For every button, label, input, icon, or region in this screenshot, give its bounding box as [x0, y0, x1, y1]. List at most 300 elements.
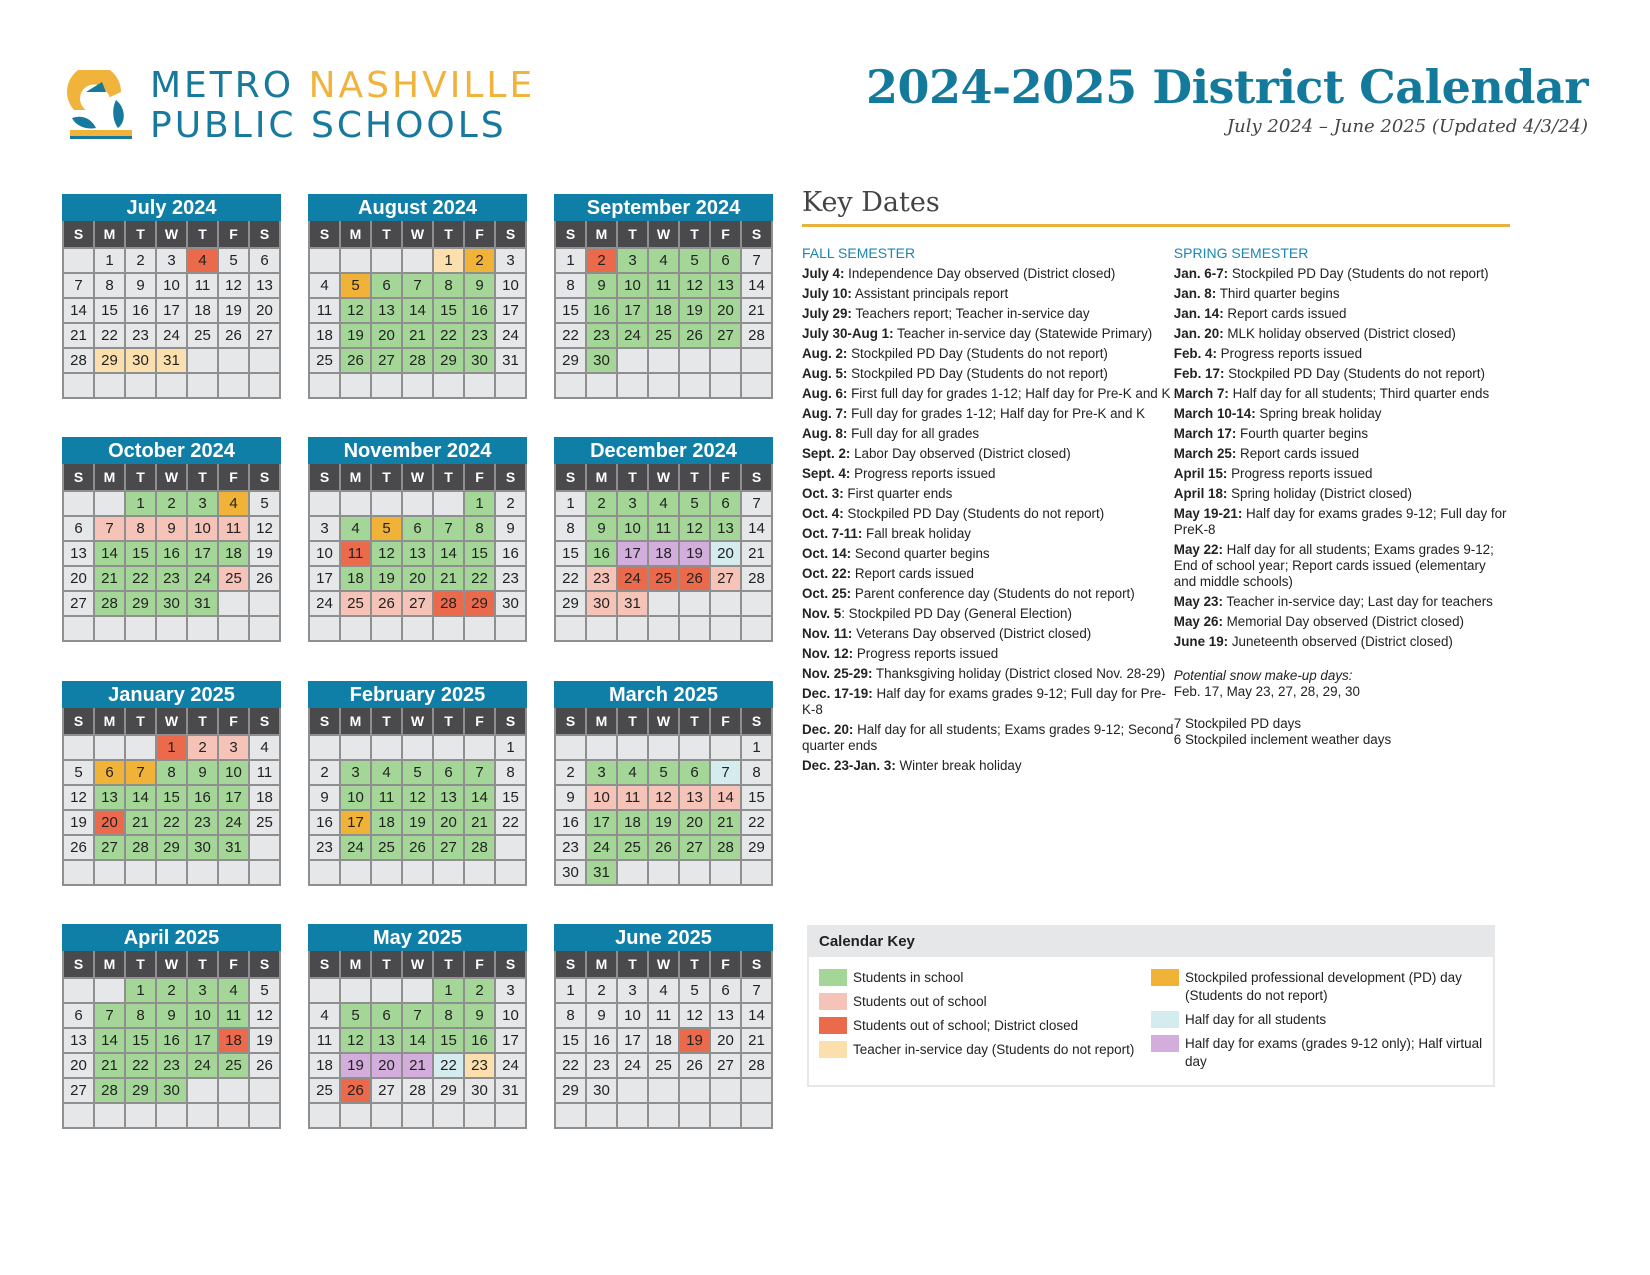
- empty-cell: [125, 1103, 156, 1128]
- weekday-header: F: [218, 464, 249, 491]
- day-cell: 3: [218, 735, 249, 760]
- day-cell: 25: [187, 323, 218, 348]
- day-cell: 12: [340, 1028, 371, 1053]
- day-cell: 19: [648, 810, 679, 835]
- weekday-header: M: [586, 708, 617, 735]
- empty-cell: [710, 591, 741, 616]
- day-cell: 9: [586, 1003, 617, 1028]
- day-cell: 25: [340, 591, 371, 616]
- empty-cell: [218, 591, 249, 616]
- spring-dates-list: [1174, 266, 1510, 650]
- empty-cell: [156, 616, 187, 641]
- key-date-item: [1174, 406, 1510, 422]
- month-title: July 2024: [62, 194, 281, 221]
- day-cell: 10: [495, 1003, 526, 1028]
- key-date-item: [1174, 594, 1510, 610]
- day-cell: 20: [402, 566, 433, 591]
- day-cell: 10: [340, 785, 371, 810]
- day-cell: 29: [433, 1078, 464, 1103]
- empty-cell: [495, 373, 526, 398]
- calendar-key-title: Calendar Key: [809, 927, 1493, 957]
- empty-cell: [94, 491, 125, 516]
- month-title: October 2024: [62, 437, 281, 464]
- legend-item: [1151, 1035, 1483, 1071]
- key-date-date: Nov. 5: [802, 606, 842, 621]
- empty-cell: [433, 1103, 464, 1128]
- weekday-header: T: [125, 464, 156, 491]
- weekday-header: S: [63, 708, 94, 735]
- key-date-date: Nov. 11:: [802, 626, 853, 641]
- empty-cell: [495, 1103, 526, 1128]
- day-cell: 29: [94, 348, 125, 373]
- key-date-item: [802, 526, 1174, 542]
- weekday-header: S: [555, 708, 586, 735]
- key-date-description: Stockpiled PD Day (Students do not report): [847, 346, 1108, 361]
- day-cell: 13: [371, 1028, 402, 1053]
- day-cell: 18: [371, 810, 402, 835]
- key-date-description: Spring break holiday: [1255, 406, 1382, 421]
- empty-cell: [94, 1103, 125, 1128]
- key-date-description: Progress reports issued: [1227, 466, 1373, 481]
- day-cell: 5: [249, 978, 280, 1003]
- empty-cell: [741, 348, 772, 373]
- day-cell: 8: [125, 516, 156, 541]
- key-date-description: Report cards issued: [1223, 306, 1347, 321]
- key-date-item: [1174, 634, 1510, 650]
- day-cell: 22: [495, 810, 526, 835]
- day-cell: 7: [63, 273, 94, 298]
- day-cell: 7: [741, 248, 772, 273]
- day-cell: 22: [555, 566, 586, 591]
- day-cell: 30: [156, 1078, 187, 1103]
- key-date-description: Winter break holiday: [895, 758, 1022, 773]
- org-name-nashville: NASHVILLE: [308, 65, 536, 106]
- day-cell: 2: [586, 978, 617, 1003]
- empty-cell: [309, 373, 340, 398]
- weekday-header: T: [617, 464, 648, 491]
- empty-cell: [125, 616, 156, 641]
- day-cell: 24: [309, 591, 340, 616]
- day-cell: 9: [586, 516, 617, 541]
- day-cell: 23: [464, 323, 495, 348]
- weekday-header: S: [495, 221, 526, 248]
- fall-semester-column: [802, 245, 1174, 778]
- day-cell: 17: [309, 566, 340, 591]
- day-cell: 17: [187, 1028, 218, 1053]
- day-cell: 7: [94, 516, 125, 541]
- day-cell: 13: [402, 541, 433, 566]
- weekday-header: M: [94, 221, 125, 248]
- day-cell: 14: [94, 541, 125, 566]
- day-cell: 25: [648, 566, 679, 591]
- empty-cell: [402, 491, 433, 516]
- day-cell: 10: [187, 1003, 218, 1028]
- day-cell: 8: [433, 273, 464, 298]
- empty-cell: [464, 1103, 495, 1128]
- snow-days-label: Potential snow make-up days:: [1173, 668, 1353, 683]
- day-cell: 28: [741, 323, 772, 348]
- weekday-header: T: [617, 708, 648, 735]
- day-cell: 20: [710, 298, 741, 323]
- day-cell: 14: [63, 298, 94, 323]
- day-cell: 17: [156, 298, 187, 323]
- day-cell: 27: [94, 835, 125, 860]
- day-cell: 17: [495, 298, 526, 323]
- key-date-item: [1174, 366, 1510, 382]
- day-cell: 2: [187, 735, 218, 760]
- day-cell: 25: [249, 810, 280, 835]
- key-date-date: Dec. 17-19:: [802, 686, 873, 701]
- day-cell: 21: [464, 810, 495, 835]
- day-cell: 5: [218, 248, 249, 273]
- day-cell: 11: [371, 785, 402, 810]
- key-date-description: Spring holiday (District closed): [1227, 486, 1412, 501]
- month-title: May 2025: [308, 924, 527, 951]
- empty-cell: [340, 860, 371, 885]
- day-cell: 14: [433, 541, 464, 566]
- weekday-header: W: [402, 464, 433, 491]
- day-cell: 15: [125, 1028, 156, 1053]
- day-cell: 30: [586, 1078, 617, 1103]
- legend-item: [819, 1017, 1151, 1035]
- key-date-date: May 23:: [1173, 594, 1223, 609]
- day-cell: 24: [187, 566, 218, 591]
- day-cell: 14: [741, 1003, 772, 1028]
- legend-swatch: [1151, 1011, 1179, 1028]
- day-cell: 14: [741, 516, 772, 541]
- stockpiled-weather-count: 6 Stockpiled inclement weather days: [1173, 732, 1392, 747]
- day-cell: 2: [125, 248, 156, 273]
- day-cell: 23: [586, 323, 617, 348]
- key-date-date: Oct. 3:: [802, 486, 844, 501]
- legend-swatch: [819, 1041, 847, 1058]
- day-cell: 20: [249, 298, 280, 323]
- weekday-header: W: [402, 221, 433, 248]
- key-date-date: Oct. 14:: [802, 546, 852, 561]
- day-cell: 20: [63, 566, 94, 591]
- weekday-header: T: [371, 951, 402, 978]
- key-date-item: [802, 326, 1174, 342]
- weekday-header: F: [464, 221, 495, 248]
- day-cell: 12: [679, 516, 710, 541]
- day-cell: 26: [340, 1078, 371, 1103]
- day-cell: 24: [156, 323, 187, 348]
- day-cell: 24: [495, 323, 526, 348]
- day-cell: 21: [741, 541, 772, 566]
- weekday-header: S: [555, 951, 586, 978]
- key-dates-panel: [802, 187, 1510, 778]
- day-cell: 2: [586, 248, 617, 273]
- weekday-header: S: [309, 221, 340, 248]
- day-cell: 27: [371, 348, 402, 373]
- day-cell: 6: [63, 516, 94, 541]
- empty-cell: [679, 1078, 710, 1103]
- day-cell: 28: [741, 566, 772, 591]
- empty-cell: [433, 860, 464, 885]
- key-date-item: [1174, 386, 1510, 402]
- day-cell: 16: [586, 541, 617, 566]
- day-cell: 24: [495, 1053, 526, 1078]
- day-cell: 28: [402, 348, 433, 373]
- key-date-item: [802, 686, 1174, 718]
- weekday-header: M: [94, 708, 125, 735]
- empty-cell: [710, 373, 741, 398]
- day-cell: 16: [187, 785, 218, 810]
- page-subtitle: July 2024 – June 2025 (Updated 4/3/24): [1226, 116, 1588, 137]
- snow-days-value: Feb. 17, May 23, 27, 28, 29, 30: [1173, 684, 1360, 699]
- empty-cell: [371, 978, 402, 1003]
- empty-cell: [63, 616, 94, 641]
- day-cell: 13: [249, 273, 280, 298]
- empty-cell: [187, 860, 218, 885]
- empty-cell: [741, 373, 772, 398]
- day-cell: 26: [679, 566, 710, 591]
- empty-cell: [249, 860, 280, 885]
- weekday-header: S: [63, 464, 94, 491]
- day-cell: 3: [617, 248, 648, 273]
- weekday-header: S: [249, 464, 280, 491]
- day-cell: 11: [218, 1003, 249, 1028]
- day-cell: 11: [218, 516, 249, 541]
- day-cell: 28: [63, 348, 94, 373]
- day-cell: 2: [156, 491, 187, 516]
- day-cell: 4: [218, 978, 249, 1003]
- empty-cell: [402, 616, 433, 641]
- day-cell: 20: [679, 810, 710, 835]
- day-cell: 15: [555, 1028, 586, 1053]
- day-cell: 2: [309, 760, 340, 785]
- day-cell: 28: [94, 1078, 125, 1103]
- empty-cell: [679, 860, 710, 885]
- day-cell: 17: [218, 785, 249, 810]
- day-cell: 1: [555, 491, 586, 516]
- day-cell: 22: [555, 1053, 586, 1078]
- key-date-description: Report cards issued: [851, 566, 974, 581]
- day-cell: 21: [402, 1053, 433, 1078]
- key-date-description: Half day for all students; Exams grades 9-12; Second quarter ends: [802, 722, 1174, 753]
- day-cell: 30: [187, 835, 218, 860]
- empty-cell: [371, 860, 402, 885]
- empty-cell: [309, 860, 340, 885]
- day-cell: 8: [464, 516, 495, 541]
- empty-cell: [586, 616, 617, 641]
- day-cell: 25: [371, 835, 402, 860]
- key-date-description: Stockpiled PD Day (Students do not report): [847, 366, 1108, 381]
- day-cell: 20: [63, 1053, 94, 1078]
- day-cell: 12: [340, 298, 371, 323]
- day-cell: 27: [710, 1053, 741, 1078]
- day-cell: 20: [371, 323, 402, 348]
- day-cell: 3: [495, 978, 526, 1003]
- key-date-date: Oct. 4:: [802, 506, 844, 521]
- day-cell: 10: [617, 516, 648, 541]
- day-cell: 20: [94, 810, 125, 835]
- day-cell: 2: [464, 978, 495, 1003]
- weekday-header: T: [679, 951, 710, 978]
- fall-dates-list: [802, 266, 1174, 774]
- key-date-item: [802, 586, 1174, 602]
- month-title: March 2025: [554, 681, 773, 708]
- fall-semester-heading: FALL SEMESTER: [802, 245, 916, 261]
- day-cell: 29: [125, 591, 156, 616]
- empty-cell: [63, 735, 94, 760]
- day-cell: 10: [156, 273, 187, 298]
- day-cell: 18: [648, 298, 679, 323]
- empty-cell: [402, 373, 433, 398]
- key-date-date: May 19-21:: [1173, 506, 1243, 521]
- empty-cell: [187, 348, 218, 373]
- day-cell: 13: [371, 298, 402, 323]
- day-cell: 4: [617, 760, 648, 785]
- empty-cell: [63, 860, 94, 885]
- day-cell: 23: [586, 566, 617, 591]
- empty-cell: [710, 1078, 741, 1103]
- day-cell: 17: [586, 810, 617, 835]
- month-calendar: [554, 681, 773, 886]
- empty-cell: [340, 735, 371, 760]
- day-cell: 24: [586, 835, 617, 860]
- empty-cell: [218, 616, 249, 641]
- key-date-description: Half day for all students; Exams grades 9-12; End of school year; Report cards issued (elementary and middle schools): [1173, 542, 1494, 589]
- key-date-description: Independence Day observed (District closed): [844, 266, 1116, 281]
- day-cell: 12: [249, 516, 280, 541]
- day-cell: 11: [617, 785, 648, 810]
- key-date-item: [802, 486, 1174, 502]
- empty-cell: [402, 735, 433, 760]
- weekday-header: M: [340, 464, 371, 491]
- key-date-description: Assistant principals report: [851, 286, 1009, 301]
- day-cell: 20: [710, 1028, 741, 1053]
- day-cell: 31: [187, 591, 218, 616]
- day-cell: 13: [710, 273, 741, 298]
- key-date-item: [802, 306, 1174, 322]
- day-cell: 4: [371, 760, 402, 785]
- day-cell: 23: [586, 1053, 617, 1078]
- day-cell: 22: [433, 323, 464, 348]
- key-date-item: [1174, 286, 1510, 302]
- key-date-item: [1174, 446, 1510, 462]
- day-cell: 26: [63, 835, 94, 860]
- day-cell: 18: [187, 298, 218, 323]
- day-cell: 6: [710, 248, 741, 273]
- weekday-header: T: [679, 464, 710, 491]
- key-date-description: Progress reports issued: [853, 646, 999, 661]
- day-cell: 27: [63, 591, 94, 616]
- weekday-header: S: [309, 708, 340, 735]
- day-cell: 13: [63, 1028, 94, 1053]
- month-calendar: [62, 194, 281, 399]
- empty-cell: [679, 735, 710, 760]
- empty-cell: [586, 373, 617, 398]
- key-date-item: [1174, 426, 1510, 442]
- day-cell: 15: [94, 298, 125, 323]
- month-calendar: [554, 194, 773, 399]
- day-cell: 8: [495, 760, 526, 785]
- key-date-item: [802, 626, 1174, 642]
- day-cell: 31: [617, 591, 648, 616]
- day-cell: 15: [433, 1028, 464, 1053]
- day-cell: 27: [249, 323, 280, 348]
- empty-cell: [309, 978, 340, 1003]
- weekday-header: W: [156, 951, 187, 978]
- day-cell: 1: [125, 978, 156, 1003]
- month-title: August 2024: [308, 194, 527, 221]
- empty-cell: [187, 373, 218, 398]
- empty-cell: [710, 735, 741, 760]
- day-cell: 5: [371, 516, 402, 541]
- day-cell: 6: [371, 273, 402, 298]
- key-date-description: Progress reports issued: [850, 466, 996, 481]
- key-date-description: First quarter ends: [843, 486, 953, 501]
- month-title: February 2025: [308, 681, 527, 708]
- day-cell: 25: [648, 1053, 679, 1078]
- key-date-item: [802, 386, 1174, 402]
- weekday-header: T: [433, 464, 464, 491]
- day-cell: 11: [309, 1028, 340, 1053]
- day-cell: 1: [741, 735, 772, 760]
- legend-item: [1151, 969, 1483, 1005]
- day-cell: 5: [63, 760, 94, 785]
- empty-cell: [617, 860, 648, 885]
- weekday-header: S: [309, 464, 340, 491]
- day-cell: 12: [218, 273, 249, 298]
- empty-cell: [63, 1103, 94, 1128]
- day-cell: 4: [309, 1003, 340, 1028]
- empty-cell: [617, 348, 648, 373]
- empty-cell: [741, 1103, 772, 1128]
- logo-wordmark: [150, 66, 535, 146]
- day-cell: 19: [679, 541, 710, 566]
- legend-item: [819, 993, 1151, 1011]
- day-cell: 31: [156, 348, 187, 373]
- empty-cell: [648, 735, 679, 760]
- day-cell: 9: [586, 273, 617, 298]
- key-date-item: [802, 646, 1174, 662]
- day-cell: 17: [187, 541, 218, 566]
- weekday-header: F: [464, 464, 495, 491]
- day-cell: 11: [648, 1003, 679, 1028]
- empty-cell: [617, 1078, 648, 1103]
- day-cell: 31: [586, 860, 617, 885]
- day-cell: 22: [464, 566, 495, 591]
- day-cell: 27: [433, 835, 464, 860]
- day-cell: 3: [617, 978, 648, 1003]
- legend-label: Stockpiled professional development (PD) day (Students do not report): [1185, 970, 1462, 1003]
- day-cell: 6: [679, 760, 710, 785]
- day-cell: 9: [555, 785, 586, 810]
- day-cell: 12: [679, 273, 710, 298]
- day-cell: 5: [679, 248, 710, 273]
- day-cell: 21: [63, 323, 94, 348]
- key-date-date: Sept. 4:: [802, 466, 851, 481]
- weekday-header: S: [249, 708, 280, 735]
- day-cell: 26: [249, 566, 280, 591]
- legend-right-column: [1151, 969, 1483, 1077]
- empty-cell: [187, 1078, 218, 1103]
- empty-cell: [125, 735, 156, 760]
- day-cell: 12: [63, 785, 94, 810]
- weekday-header: T: [187, 464, 218, 491]
- empty-cell: [218, 373, 249, 398]
- month-calendar: [62, 924, 281, 1129]
- day-cell: 13: [710, 1003, 741, 1028]
- day-cell: 17: [617, 298, 648, 323]
- empty-cell: [218, 860, 249, 885]
- weekday-header: S: [495, 951, 526, 978]
- day-cell: 9: [156, 516, 187, 541]
- day-cell: 29: [125, 1078, 156, 1103]
- day-cell: 23: [187, 810, 218, 835]
